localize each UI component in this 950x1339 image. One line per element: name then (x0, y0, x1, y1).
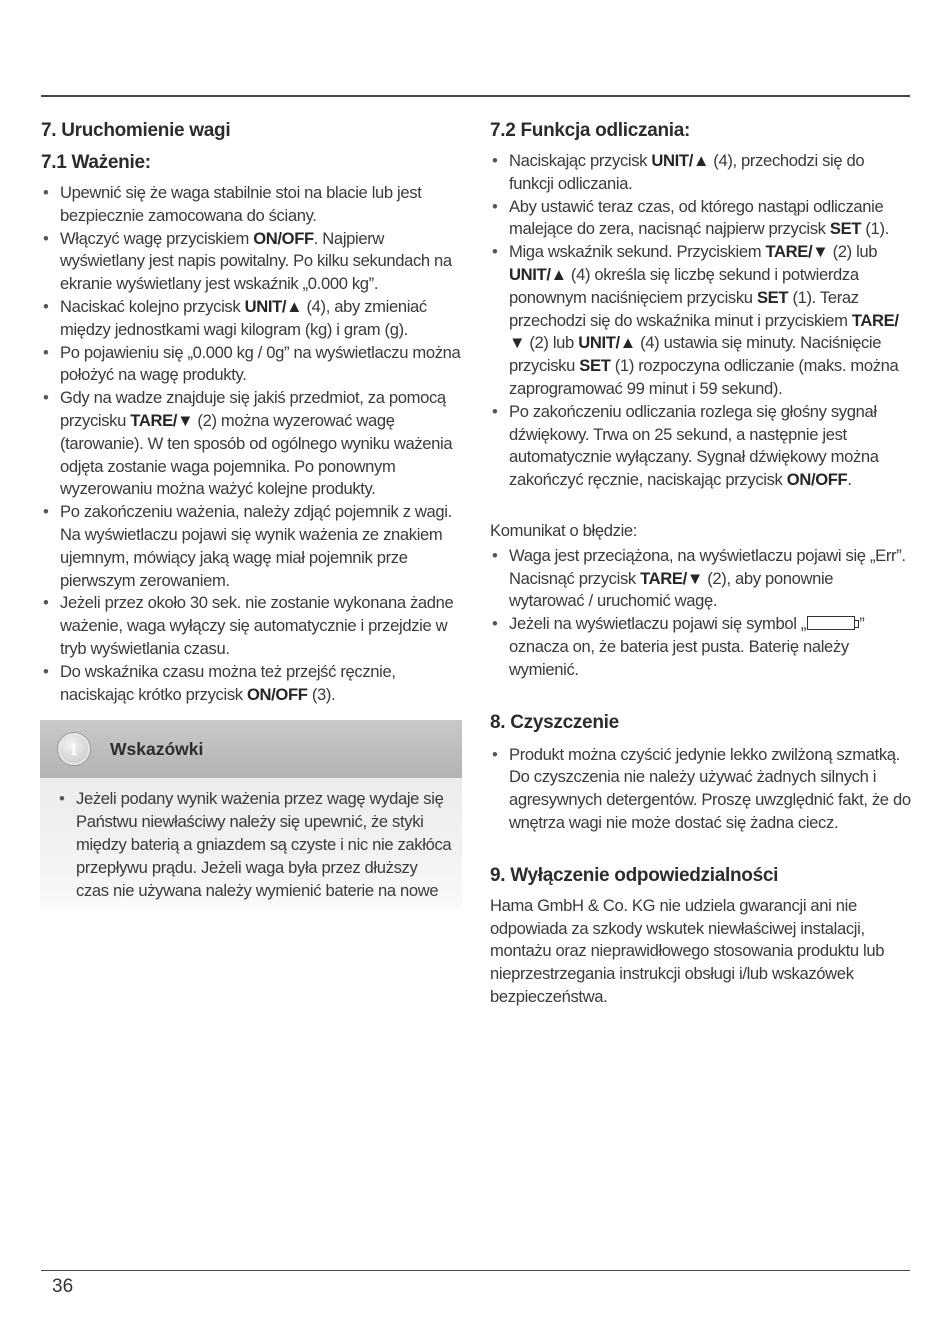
list-item: • Po zakończeniu ważenia, należy zdjąć pojemnik z wagi. Na wyświetlaczu pojawi się wynik ważenia ze znakiem ujemnym, mówiący jaką wagę miał pojemnik prze pierwszym zerowaniem. (41, 501, 465, 592)
right-column (490, 118, 912, 1009)
list-item: • Po pojawieniu się „0.000 kg / 0g” na wyświetlaczu można położyć na wagę produkty. (41, 342, 465, 388)
tips-header (40, 720, 462, 778)
list-item: • Naciskając przycisk UNIT/▲ (4), przechodzi się do funkcji odliczania. (490, 150, 912, 196)
weighing-list (41, 182, 465, 706)
top-rule (41, 95, 910, 97)
list-item: • Jeżeli podany wynik ważenia przez wagę wydaje się Państwu niewłaściwy należy się upewnić, że styki między baterią a gniazdem są czyste i nic nie zakłóca przepływu prądu. Jeżeli waga była przez dłuższy czas nie używana należy wymienić baterie na nowe (57, 788, 454, 902)
list-item: • Upewnić się że waga stabilnie stoi na blacie lub jest bezpiecznie zamocowana do ściany. (41, 182, 465, 228)
list-item: • Produkt można czyścić jedynie lekko zwilżoną szmatką. Do czyszczenia nie należy używać żadnych silnych i agresywnych detergentów. Proszę uwzględnić fakt, że do wnętrza wagi nie może dostać się żadna ciecz. (490, 744, 912, 835)
list-item: • Gdy na wadze znajduje się jakiś przedmiot, za pomocą przycisku TARE/▼ (2) można wyzerować wagę (tarowanie). W ten sposób od ogólnego wyniku ważenia odjęta zostanie waga pojemnika. Po ponownym wyzerowaniu można ważyć kolejne produkty. (41, 387, 465, 501)
list-item: • Do wskaźnika czasu można też przejść ręcznie, naciskając krótko przycisk ON/OFF (3). (41, 661, 465, 707)
list-item: • Po zakończeniu odliczania rozlega się głośny sygnał dźwiękowy. Trwa on 25 sekund, a następnie jest automatycznie wyłączany. Sygnał dźwiękowy można zakończyć ręcznie, naciskając przycisk ON/OFF. (490, 401, 912, 492)
section-heading-disclaimer: 9. Wyłączenie odpowiedzialności (490, 864, 779, 886)
empty-battery-icon (807, 616, 855, 630)
list-item: • Jeżeli na wyświetlaczu pojawi się symbol „ ” oznacza on, że bateria jest pusta. Baterię należy wymienić. (490, 613, 912, 681)
bottom-rule (41, 1270, 910, 1271)
subsection-heading-weighing: 7.1 Ważenie: (41, 152, 151, 173)
cleaning-list (490, 744, 912, 835)
section-heading-startup: 7. Uruchomienie wagi (41, 120, 231, 141)
tips-body (40, 778, 462, 910)
countdown-list (490, 150, 912, 492)
section-heading-cleaning: 8. Czyszczenie (490, 711, 619, 733)
tips-box (40, 720, 462, 910)
list-item: • Naciskać kolejno przycisk UNIT/▲ (4), aby zmieniać między jednostkami wagi kilogram (kg) i gram (g). (41, 296, 465, 342)
left-column (41, 118, 465, 910)
error-label: Komunikat o błędzie: (490, 520, 638, 540)
disclaimer-text: Hama GmbH & Co. KG nie udziela gwarancji ani nie odpowiada za szkody wskutek niewłaściwej instalacji, montażu oraz nieprawidłowego stosowania produktu lub nieprzestrzegania instrukcji obsługi i/lub wskazówek bezpieczeństwa. (490, 895, 885, 1006)
error-list (490, 545, 912, 682)
list-item: • Miga wskaźnik sekund. Przyciskiem TARE/▼ (2) lub UNIT/▲ (4) określa się liczbę sekund i potwierdza ponownym naciśnięciem przycisku SET (1). Teraz przechodzi się do wskaźnika minut i przyciskiem TARE/▼ (2) lub UNIT/▲ (4) ustawia się minuty. Naciśnięcie przycisku SET (1) rozpoczyna odliczanie (maks. można zaprogramować 99 minut i 59 sekund). (490, 241, 912, 401)
tips-list (57, 788, 454, 902)
list-item: • Waga jest przeciążona, na wyświetlaczu pojawi się „Err”. Nacisnąć przycisk TARE/▼ (2), aby ponownie wytarować / uruchomić wagę. (490, 545, 912, 613)
tips-title: Wskazówki (110, 738, 204, 759)
subsection-heading-countdown: 7.2 Funkcja odliczania: (490, 120, 691, 141)
page-number: 36 (52, 1276, 74, 1297)
list-item: • Aby ustawić teraz czas, od którego nastąpi odliczanie malejące do zera, nacisnąć najpierw przycisk SET (1). (490, 196, 912, 242)
info-icon: i (58, 733, 90, 765)
list-item: • Włączyć wagę przyciskiem ON/OFF. Najpierw wyświetlany jest napis powitalny. Po kilku sekundach na ekranie wyświetlany jest wskaźnik „0.000 kg”. (41, 228, 465, 296)
list-item: • Jeżeli przez około 30 sek. nie zostanie wykonana żadne ważenie, waga wyłączy się automatycznie i przejdzie w tryb wyświetlania czasu. (41, 592, 465, 660)
